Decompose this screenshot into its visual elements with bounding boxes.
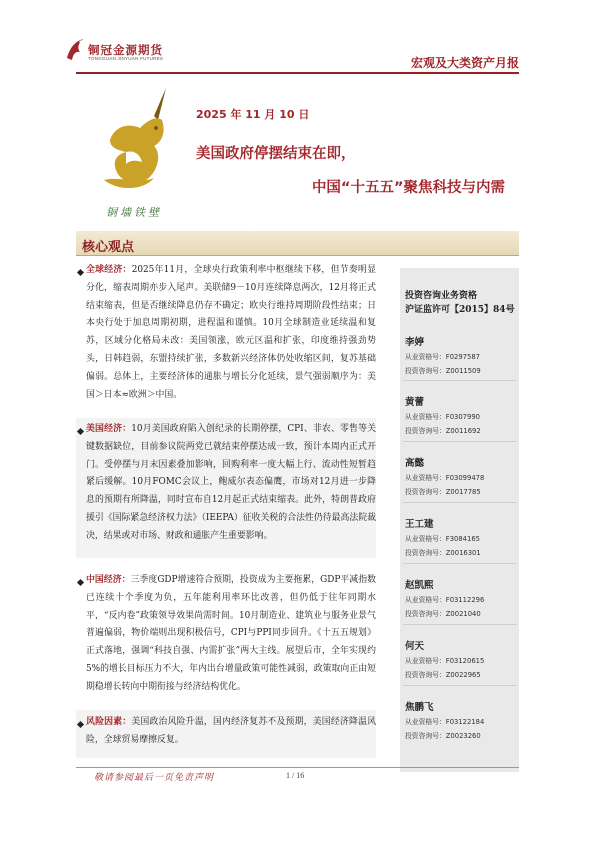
analyst-name: 黄蕾: [405, 397, 425, 408]
point-global: [86, 262, 376, 404]
analyst-advisory: 投资咨询号：Z0011692: [405, 427, 481, 435]
analyst-advisory: 投资咨询号：Z0021040: [405, 610, 481, 618]
point-label: 全球经济：: [86, 265, 132, 275]
analyst-license: 从业资格号：F03099478: [405, 474, 485, 482]
analyst-advisory: 投资咨询号：Z0016301: [405, 549, 481, 557]
disclaimer-link[interactable]: 敬请参阅最后一页免责声明: [94, 773, 215, 783]
analyst-name: 焦鹏飞: [405, 702, 434, 713]
analyst-license: 从业资格号：F03120615: [405, 657, 485, 665]
analyst-divider: [403, 380, 517, 381]
analyst-advisory: 投资咨询号：Z0017785: [405, 488, 481, 496]
analyst-advisory: 投资咨询号：Z0011509: [405, 367, 481, 375]
analyst-name: 王工建: [405, 519, 434, 530]
company-name-en: TONGGUAN JINYUAN FUTURES: [88, 56, 164, 61]
footer-divider: [76, 767, 519, 768]
section-header-bar: [76, 231, 519, 256]
analyst-divider: [403, 624, 517, 625]
report-type: 宏观及大类资产月报: [410, 56, 519, 70]
title-line-1: 美国政府停摆结束在即，: [196, 146, 356, 162]
point-us: [86, 421, 376, 546]
analyst-license: 从业资格号：F03122184: [405, 718, 485, 726]
point-text: 10月美国政府陷入创纪录的长期停摆，CPI、非农、零售等关键数据缺位，目前参议院两党已就结束停摆达成一致，预计本周内正式开门。受停摆与月末因素叠加影响，回购利率一度大幅上行、流动性短暂趋紧后缓解。10月FOMC会议上，鲍威尔表态偏鹰，市场对12月进一步降息的预期有所降温，同时宣布自12月起正式结束缩表。此外，特朗普政府援引《国际紧急经济权力法》（IEEPA）征收关税的合法性仍待最高法院裁决，结果或对市场、财政和通胀产生重要影响。: [86, 424, 376, 541]
report-date: 2025 年 11 月 10 日: [196, 108, 310, 121]
analyst-advisory: 投资咨询号：Z0023260: [405, 732, 481, 740]
company-logo: [64, 36, 86, 62]
analyst-advisory: 投资咨询号：Z0022965: [405, 671, 481, 679]
analyst-divider: [403, 563, 517, 564]
point-text: 2025年11月，全球央行政策利率中枢继续下移，但节奏明显分化，缩表周期亦步入尾声。美联储9－10月连续降息两次，12月将正式结束缩表，但是否继续降息仍存不确定；欧央行维持周期阶段性结束；日本央行处于加息周期初期，进程温和谨慎。10月全球制造业延续温和复苏，区域分化格局未改：美国领涨，欧元区温和扩张，印度维持强劲势头，日韩趋弱，东盟持续扩张，多数新兴经济体仍处收缩区间，复苏基础偏弱。总体上，主要经济体的通胀与增长分化延续，景气强弱顺序为：美国＞日本≈欧洲＞中国。: [86, 265, 376, 400]
bullet-icon: [77, 579, 84, 586]
analyst-name: 高懿: [405, 458, 425, 469]
analyst-name: 赵凯熙: [405, 580, 434, 591]
analyst-divider: [403, 685, 517, 686]
analyst-name: 李婷: [405, 337, 425, 348]
sidebar-heading: 投资咨询业务资格: [405, 291, 478, 301]
analyst-name: 何天: [405, 641, 425, 652]
point-label: 美国经济：: [86, 424, 132, 434]
title-line-2: 中国“十五五”聚焦科技与内需: [311, 180, 505, 196]
point-label: 风险因素：: [86, 717, 132, 727]
calligraphy: 铜墙铁壁: [106, 206, 162, 219]
point-label: 中国经济：: [86, 575, 131, 585]
point-text: 美国政治风险升温，国内经济复苏不及预期，美国经济降温风险，全球贸易摩擦反复。: [86, 717, 376, 745]
page-number: 1 / 16: [286, 771, 305, 780]
header-divider: [76, 72, 519, 74]
analyst-license: 从业资格号：F03112296: [405, 596, 485, 604]
point-text: 三季度GDP增速符合预期，投资成为主要拖累，GDP平减指数已连续十个季度为负，五年能利用率环比改善，但仍低于往年同期水平，“反内卷”政策领导效果尚需时间。10月制造业、建筑业与服务业景气普遍偏弱，物价端则出现积极信号，CPI与PPI同步回升。《十五五规划》正式落地，强调“科技自强、内需扩张”两大主线。展望后市，全年实现约5%的增长目标压力不大，年内出台增量政策可能性减弱，政策取向正由短期稳增长转向中期衔接与经济结构优化。: [86, 575, 376, 692]
analyst-divider: [403, 441, 517, 442]
analyst-license: 从业资格号：F0297587: [405, 353, 480, 361]
bullet-icon: [77, 269, 84, 276]
company-name: 铜冠金源期货: [88, 43, 163, 57]
point-risk: [86, 714, 376, 750]
analyst-license: 从业资格号：F3084165: [405, 535, 480, 543]
section-title: 核心观点: [82, 240, 135, 255]
analyst-divider: [403, 502, 517, 503]
sidebar-license: 沪证监许可【2015】84号: [405, 305, 515, 315]
analyst-license: 从业资格号：F0307990: [405, 413, 480, 421]
point-china: [86, 572, 376, 697]
